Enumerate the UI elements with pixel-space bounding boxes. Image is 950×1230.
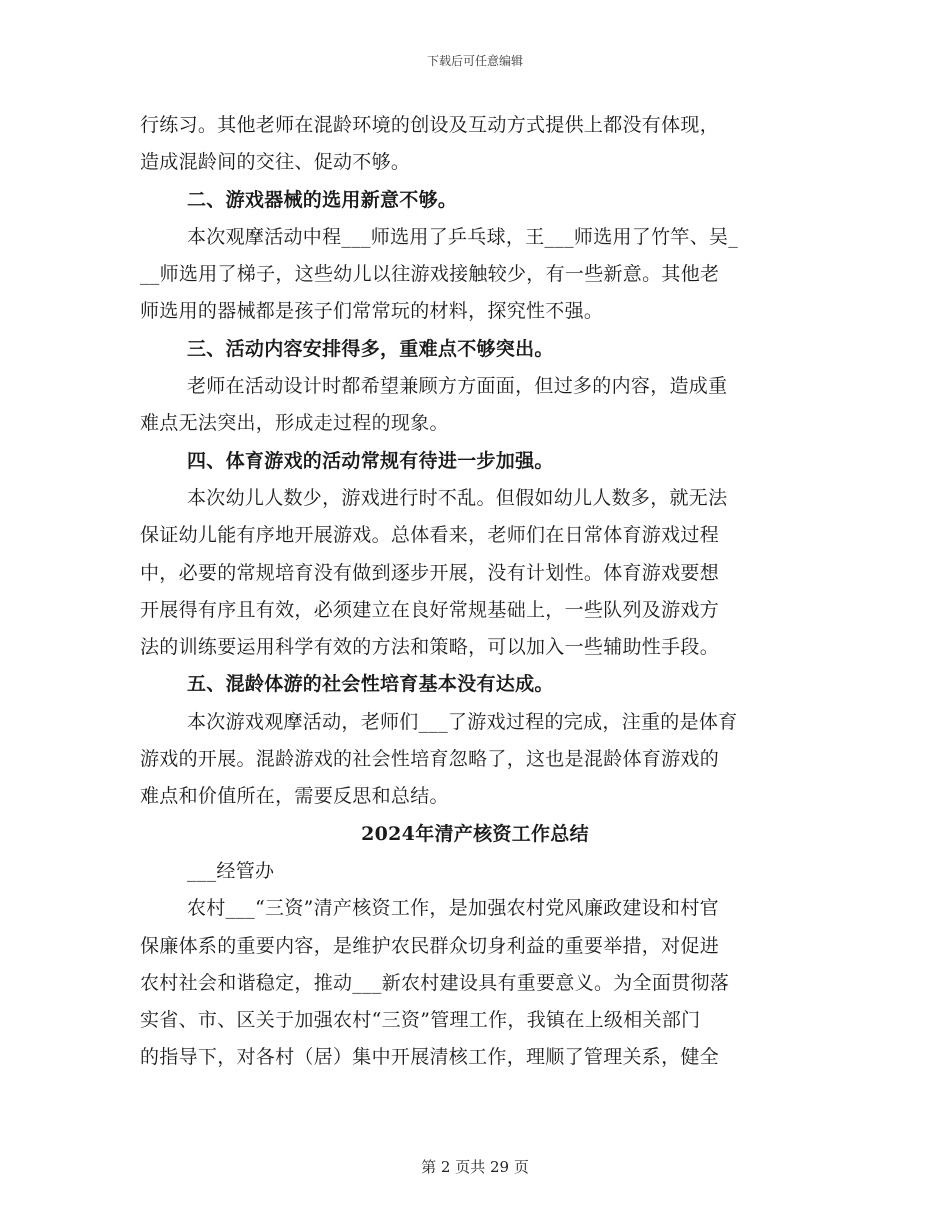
section-heading: 五、混龄体游的社会性培育基本没有达成。	[187, 673, 554, 696]
section-heading: 四、体育游戏的活动常规有待进一步加强。	[187, 449, 554, 472]
body-line: 行练习。其他老师在混龄环境的创设及互动方式提供上都没有体现，	[140, 114, 720, 136]
body-line: 保证幼儿能有序地开展游戏。总体看来，老师们在日常体育游戏过程	[140, 524, 720, 547]
page-header: 下载后可任意编辑	[426, 54, 523, 68]
body-line: 农村社会和谐稳定，推动___新农村建设具有重要意义。为全面贯彻落	[140, 971, 730, 994]
body-line: 难点无法突出，形成走过程的现象。	[140, 412, 449, 435]
paragraph-first-line: 本次幼儿人数少，游戏进行时不乱。但假如幼儿人数多，就无法	[187, 486, 728, 509]
body-line: 实省、市、区关于加强农村“三资”管理工作，我镇在上级相关部门	[140, 1009, 701, 1032]
body-line: __师选用了梯子，这些幼儿以往游戏接触较少，有一些新意。其他老	[140, 263, 720, 286]
body-line: 中，必要的常规培育没有做到逐步开展，没有计划性。体育游戏要想	[140, 561, 720, 584]
body-line: 游戏的开展。混龄游戏的社会性培育忽略了，这也是混龄体育游戏的	[140, 748, 720, 771]
body-line: 师选用的器械都是孩子们常常玩的材料，探究性不强。	[140, 300, 604, 323]
body-line: 难点和价值所在，需要反思和总结。	[140, 785, 449, 808]
body-line: 造成混龄间的交往、促动不够。	[140, 151, 411, 174]
body-line: 的指导下，对各村（居）集中开展清核工作，理顺了管理关系，健全	[140, 1046, 720, 1069]
page-footer: 第 2 页共 29 页	[421, 1158, 529, 1176]
paragraph-first-line: 老师在活动设计时都希望兼顾方方面面，但过多的内容，造成重	[187, 375, 728, 398]
paragraph-first-line: 本次游戏观摩活动，老师们___了游戏过程的完成，注重的是体育	[187, 710, 738, 733]
body-line: 保廉体系的重要内容，是维护农民群众切身利益的重要举措，对促进	[140, 934, 720, 957]
document-author: ___经管办	[187, 859, 275, 882]
section-heading: 三、活动内容安排得多，重难点不够突出。	[187, 337, 554, 360]
paragraph-first-line: 本次观摩活动中程___师选用了乒乓球，王___师选用了竹竿、吴_	[187, 225, 739, 248]
paragraph-first-line: 农村___“三资”清产核资工作，是加强农村党风廉政建设和村官	[187, 897, 719, 920]
body-line: 开展得有序且有效，必须建立在良好常规基础上，一些队列及游戏方	[140, 598, 720, 621]
document-title: 2024年清产核资工作总结	[361, 822, 589, 845]
document-body	[140, 107, 810, 1077]
section-heading: 二、游戏器械的选用新意不够。	[187, 188, 458, 211]
body-line: 法的训练要运用科学有效的方法和策略，可以加入一些辅助性手段。	[140, 636, 720, 659]
